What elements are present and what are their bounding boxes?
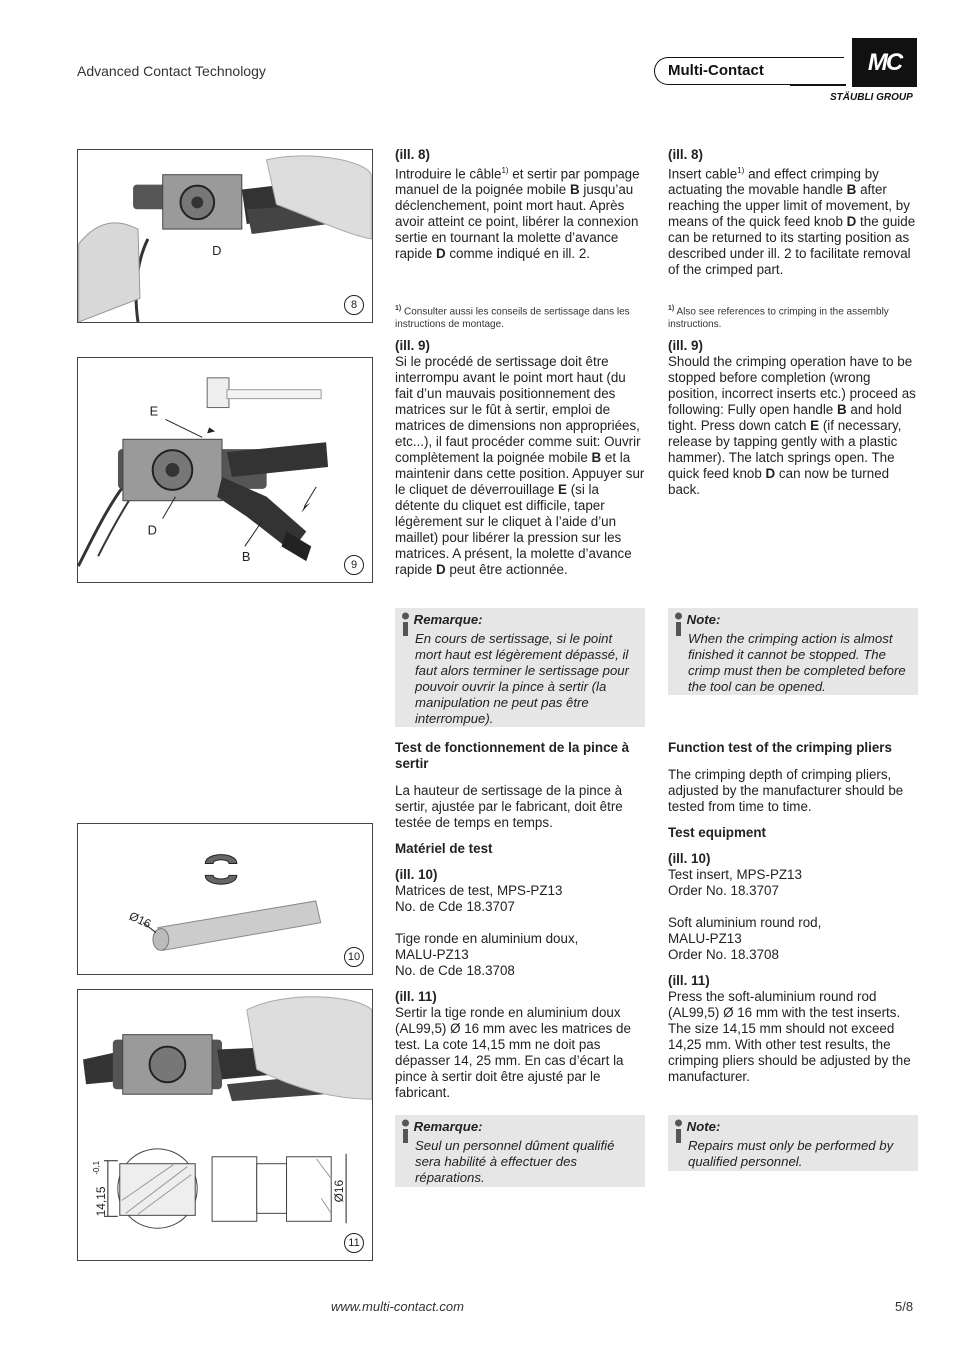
- en-material-heading: Test equipment: [668, 825, 766, 840]
- info-icon: [674, 612, 683, 642]
- fr-footnote: $^{1)}$ Consulter aussi les conseils de sertissage dans les instructions de montage.: [395, 305, 630, 331]
- label-b: B: [241, 549, 251, 565]
- info-icon: [401, 1119, 410, 1149]
- en-rod-line: Soft aluminium round rod,: [668, 915, 822, 930]
- fr-note-2: Remarque: Seul un personnel dûment qualifié sera habilité à effectuer des réparations.: [395, 1115, 645, 1187]
- label-d: D: [212, 242, 222, 258]
- fr-ill8-title: (ill. 8): [395, 147, 430, 162]
- figure-9: [77, 357, 373, 583]
- en-ill9-title: (ill. 9): [668, 338, 703, 353]
- brand-name: Multi-Contact: [668, 62, 764, 79]
- label-d: D: [147, 522, 158, 538]
- brand-underline: [790, 84, 846, 86]
- en-ill9-section: [668, 338, 918, 498]
- fr-ill9-title: (ill. 9): [395, 338, 430, 353]
- en-ill10-line: Test insert, MPS-PZ13: [668, 867, 802, 882]
- info-icon: [401, 612, 410, 642]
- en-ill10-line: Order No. 18.3707: [668, 883, 779, 898]
- en-ill8-text: Insert cable$^{1)}$ and effect crimping by actuating the movable handle B after reaching the upper limit of movement, by means of the quick feed knob D the guide can be returned to its starting position as described under ill. 2 to facilitate removal of the crimped part.: [668, 166, 916, 278]
- en-test-text: The crimping depth of crimping pliers, adjusted by the manufacturer should be tested from time to time.: [668, 767, 904, 814]
- fr-rod-line: No. de Cde 18.3708: [395, 963, 515, 978]
- label-tolerance: -0,1: [91, 1160, 101, 1175]
- page-number: 5/8: [895, 1299, 914, 1314]
- crimping-tool-hand-illustration: [78, 150, 372, 322]
- en-ill11-text: Press the soft-aluminium round rod (AL99,5) Ø 16 mm with the test inserts. The size 14,15 mm should not exceed 14,25 mm. With other test results, the crimping pliers should be adjusted by the manufacturer.: [668, 989, 911, 1084]
- crimping-tool-hammer-illustration: [78, 358, 372, 582]
- fr-test-text: La hauteur de sertissage de la pince à sertir, ajustée par le fabricant, doit être testée de temps en temps.: [395, 783, 623, 830]
- en-note-2: Note: Repairs must only be performed by qualified personnel.: [668, 1115, 918, 1171]
- fr-ill9-text: Si le procédé de sertissage doit être interrompu avant le point mort haut (du fait d’un mauvais positionnement des matrices sur le fût à sertir, emploi de matrices de dimensions non appropriées, etc...), il faut procéder comme suit: Ouvrir complètement la poignée mobile B et la maintenir dans cette position. Appuyer sur le cliquet de déverrouillage E (si la détente du cliquet est difficile, taper légèrement sur le cliquet à l’aide d’un maillet) pour libérer la pression sur les matrices. A présent, la molette d’avance rapide D peut être actionnée.: [395, 354, 645, 577]
- test-insert-rod-illustration: [78, 824, 372, 974]
- en-test-heading: Function test of the crimping pliers: [668, 740, 892, 755]
- en-ill8-section: [668, 147, 918, 278]
- en-ill11-title: (ill. 11): [668, 973, 710, 988]
- en-rod-line: MALU-PZ13: [668, 931, 742, 946]
- en-ill10-title: (ill. 10): [668, 851, 711, 866]
- en-ill8-title: (ill. 8): [668, 147, 703, 162]
- en-footnote: $^{1)}$ Also see references to crimping in the assembly instructions.: [668, 305, 889, 331]
- info-icon: [674, 1119, 683, 1149]
- fr-test-section: [395, 740, 645, 1101]
- fr-rod-line: Tige ronde en aluminium doux,: [395, 931, 579, 946]
- fr-ill10-line: No. de Cde 18.3707: [395, 899, 515, 914]
- crimped-rod-measurement-illustration: [78, 990, 372, 1260]
- fr-material-heading: Matériel de test: [395, 841, 493, 856]
- en-note-1: Note: When the crimping action is almost finished it cannot be stopped. The crimp must then be completed before the tool can be opened.: [668, 608, 918, 695]
- label-e: E: [149, 403, 159, 419]
- label-diameter: Ø16: [127, 908, 154, 931]
- fr-rod-line: MALU-PZ13: [395, 947, 469, 962]
- fr-note-1: Remarque: En cours de sertissage, si le point mort haut est légèrement dépassé, il faut alors terminer le sertissage pour pouvoir ouvrir la pince à sertir (la manipulation ne peut pas être interrompue).: [395, 608, 645, 727]
- figure-number: 11: [344, 1233, 364, 1253]
- fr-ill11-title: (ill. 11): [395, 989, 437, 1004]
- fr-test-heading: Test de fonctionnement de la pince à sertir: [395, 740, 630, 771]
- figure-number: 8: [344, 295, 364, 315]
- fr-ill11-text: Sertir la tige ronde en aluminium doux (AL99,5) Ø 16 mm avec les matrices de test. La cote 14,15 mm ne doit pas dépasser 14, 25 mm. En cas d’écart la pince à sertir doit être ajusté par le fabricant.: [395, 1005, 631, 1100]
- group-name: STÄUBLI GROUP: [830, 92, 913, 103]
- label-height: 14,15: [93, 1186, 108, 1217]
- fr-ill10-title: (ill. 10): [395, 867, 438, 882]
- fr-ill9-section: [395, 338, 645, 578]
- header-tagline: Advanced Contact Technology: [77, 63, 266, 79]
- figure-8: [77, 149, 373, 323]
- fr-ill10-line: Matrices de test, MPS-PZ13: [395, 883, 563, 898]
- figure-number: 9: [344, 555, 364, 575]
- fr-ill8-text: Introduire le câble$^{1)}$ et sertir par pompage manuel de la poignée mobile B jusqu’au déclenchement, point mort haut. Après avoir atteint ce point, libérer la connexion sertie en tournant la molette d’avance rapide D comme indiqué en ill. 2.: [395, 166, 640, 262]
- en-rod-line: Order No. 18.3708: [668, 947, 779, 962]
- en-test-section: [668, 740, 918, 1085]
- label-diameter: Ø16: [332, 1179, 347, 1203]
- en-ill9-text: Should the crimping operation have to be stopped before completion (wrong position, incorrect inserts etc.) proceed as following: Fully open handle B and hold tight. Press down catch E (if necessary, release by tapping gently with a plastic hammer). The latch springs open. The quick feed knob D can now be turned back.: [668, 354, 916, 497]
- figure-10: [77, 823, 373, 975]
- footer-url[interactable]: www.multi-contact.com: [331, 1299, 464, 1314]
- mc-logo: MC: [852, 38, 917, 87]
- fr-ill8-section: [395, 147, 645, 262]
- figure-11: [77, 989, 373, 1261]
- figure-number: 10: [344, 947, 364, 967]
